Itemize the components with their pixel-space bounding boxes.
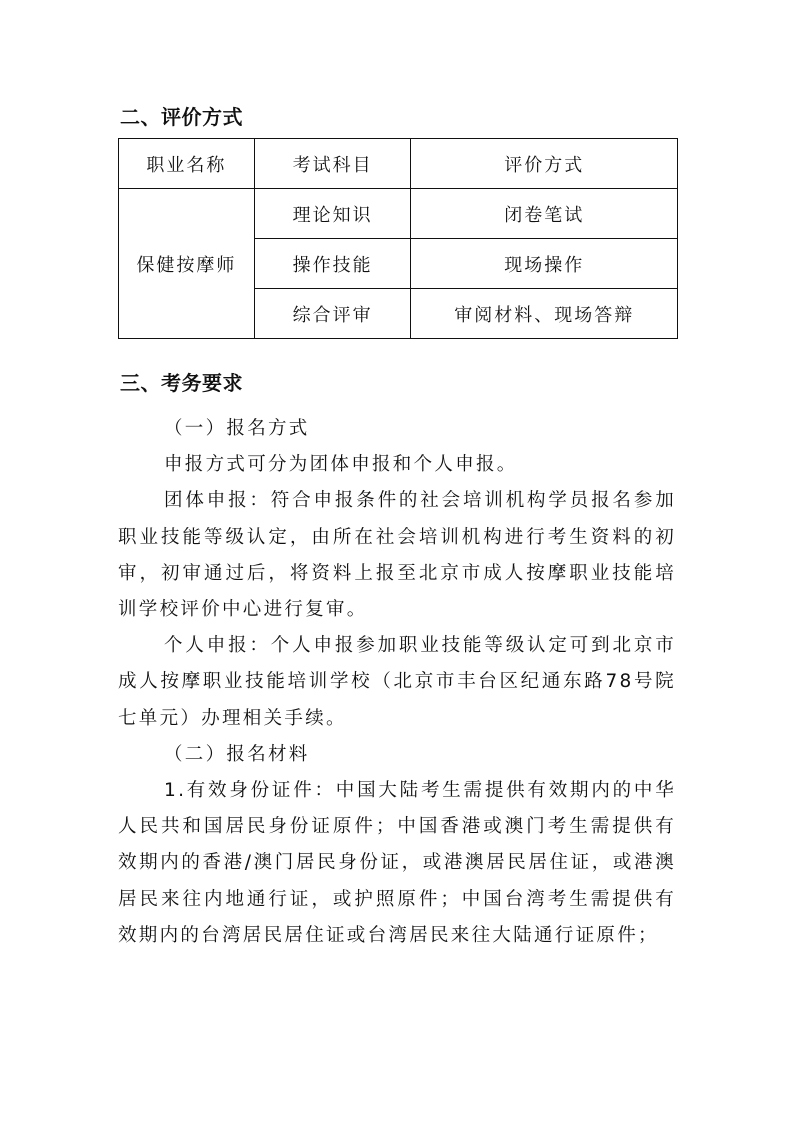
occupation-cell: 保健按摩师 xyxy=(119,189,255,339)
body-text xyxy=(118,411,676,954)
method-cell: 审阅材料、现场答辩 xyxy=(411,289,678,339)
subject-cell: 综合评审 xyxy=(254,289,411,339)
header-occupation: 职业名称 xyxy=(119,139,255,189)
subsection-title-registration-method: （一）报名方式 xyxy=(164,418,310,439)
paragraph-materials-item-1: 1.有效身份证件：中国大陆考生需提供有效期内的中华人民共和国居民身份证原件；中国香港或澳门考生需提供有效期内的香港/澳门居民身份证，或港澳居民居住证，或港澳居民来往内地通行证，或护照原件；中国台湾考生需提供有效期内的台湾居民居住证或台湾居民来往大陆通行证原件； xyxy=(118,780,676,946)
subject-cell: 操作技能 xyxy=(254,239,411,289)
header-method: 评价方式 xyxy=(411,139,678,189)
paragraph-intro: 申报方式可分为团体申报和个人申报。 xyxy=(164,454,518,476)
table-row xyxy=(119,189,678,239)
header-subject: 考试科目 xyxy=(254,139,411,189)
method-cell: 现场操作 xyxy=(411,239,678,289)
section-heading-evaluation: 二、评价方式 xyxy=(120,105,243,129)
method-cell: 闭卷笔试 xyxy=(411,189,678,239)
paragraph-individual-application: 个人申报：个人申报参加职业技能等级认定可到北京市成人按摩职业技能培训学校（北京市丰台区纪通东路78号院七单元）办理相关手续。 xyxy=(118,635,676,729)
paragraph-group-application: 团体申报：符合申报条件的社会培训机构学员报名参加职业技能等级认定，由所在社会培训机构进行考生资料的初审，初审通过后，将资料上报至北京市成人按摩职业技能培训学校评价中心进行复审。 xyxy=(118,490,676,621)
subsection-title-materials: （二）报名材料 xyxy=(164,743,310,765)
subject-cell: 理论知识 xyxy=(254,189,411,239)
evaluation-table xyxy=(118,138,678,339)
section-heading-exam-requirements: 三、考务要求 xyxy=(120,371,243,395)
table-header-row xyxy=(119,139,678,189)
